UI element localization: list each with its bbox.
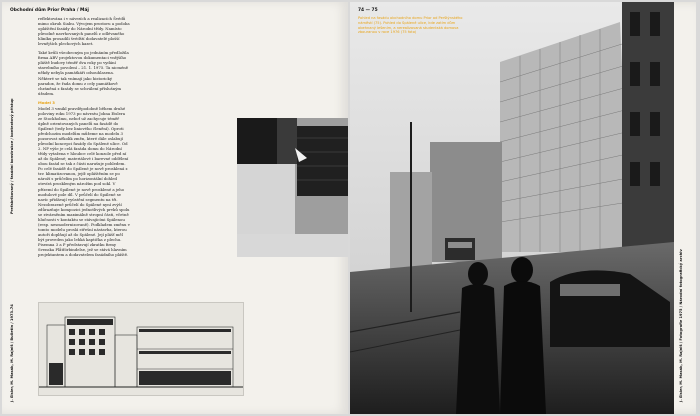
facade-model-photo (237, 118, 348, 257)
vertical-label-upper: Prefabrikovaný / fasádní konstrukce / kontextový přístup (10, 98, 14, 214)
elevation-drawing (38, 302, 244, 396)
running-head-left: Obchodní dům Prior Praha / Máj (10, 8, 89, 13)
paragraph: Také kvůli všeobecným po jednáním předložila firma ABV projektovou dokumentaci vnějšího pláště budovy téměř dva roky po vydání stavebního povolení – 21. 1. 1975. Ta nicméně někdy nebyla památkáři odsouhlasena. Některé se tak vnímají jako historický paradox, že řada domu z cely památkově chráněná z fasády se schválení příslušným úřadem. (38, 50, 129, 96)
paragraph: Model 3 vznikl pravděpodobně během druhé poloviny roku 1973 po návratu Johna Eislera ze Stockholmu, neboť už zachycuje téměř úplně orientovaných panelů na fasádě do Spálené (tedy bez liniového členění). Oproti předchozím modelům můžeme na modelu 3 pozorovat několik změn, které dále oslabují původní koncepci fasády do Spálené ulice. Od 2. NP výše je celá fasáda domu do Národní třídy vytažena v hloubce celé konzole před ní až do Spálené; materiálové i barevné oddělení obou fasád se tak z části narušuje pohledem. Po celé fasádě do Spálené je nově prosklená z tzv. klimatizovanou, jejíž opláštěním se po nároží s průčelím po horizontální dohled otevírá proskleným nárožím pod sokl. V přízemí do Spálené je nově prosklené a jeho modulové pole díl. V průčelí do Spálené se navíc přidávají vyústění segmentu na tři. Nezobrazené průčelí do Spálené nyní zvýší zdůrazňuje kompozici jednotlivých prvků spolu se ztvárněním maximálně stropní části, včetně hlučnosti v kontaktu se stávajícími Spálenou (resp. nesmodernizovaně). Podkladem změnu v tomto modelu proslá střešní nástavba, kterou autoři doplňují až do Spálené. Její plášť měl být proveden jako lehká kaptička z plechu. Pisemna 3 a P představují zkratku firmy Svenska Plåtförbindelse, jež se stává hlavním projektantem a dodavatelem fasádního pláště. (38, 105, 130, 258)
body-text-column (38, 16, 130, 261)
street-photo (350, 2, 674, 414)
photo-caption: Pohled na fasádu obchodního domu Prior od Perštýnského náměstí (75). Pohled do Spálené ulice, kde zatím dům obehnaný lešením, a nerealizovaná studentská domova zbouranou v roce 1976 (75 foto) (358, 16, 463, 35)
right-page (350, 2, 696, 414)
vertical-label-right: J. Eisler, M. Masák, M. Rajniš / Fotografie 1975 / Národní fotografický archiv (679, 249, 683, 402)
running-head-right: 74 — 75 (358, 8, 378, 13)
vertical-label-lower: J. Eisler, M. Masák, M. Rajniš / Bulletin / 1973–74 (10, 304, 14, 402)
paragraph: reflektována i v návrzích a realizacích Švédů mimo okruh Siabu. Vývojem prostoru a podoba opláštění fasády do Národní třídy. Namísto původně navrhovaných panelů z odlévaného hliníku prosadili švédští dodavatelé plošší levnějších plechových kazet. (38, 16, 130, 47)
section-subhead: Model 3 (38, 99, 55, 105)
left-page (2, 2, 348, 414)
